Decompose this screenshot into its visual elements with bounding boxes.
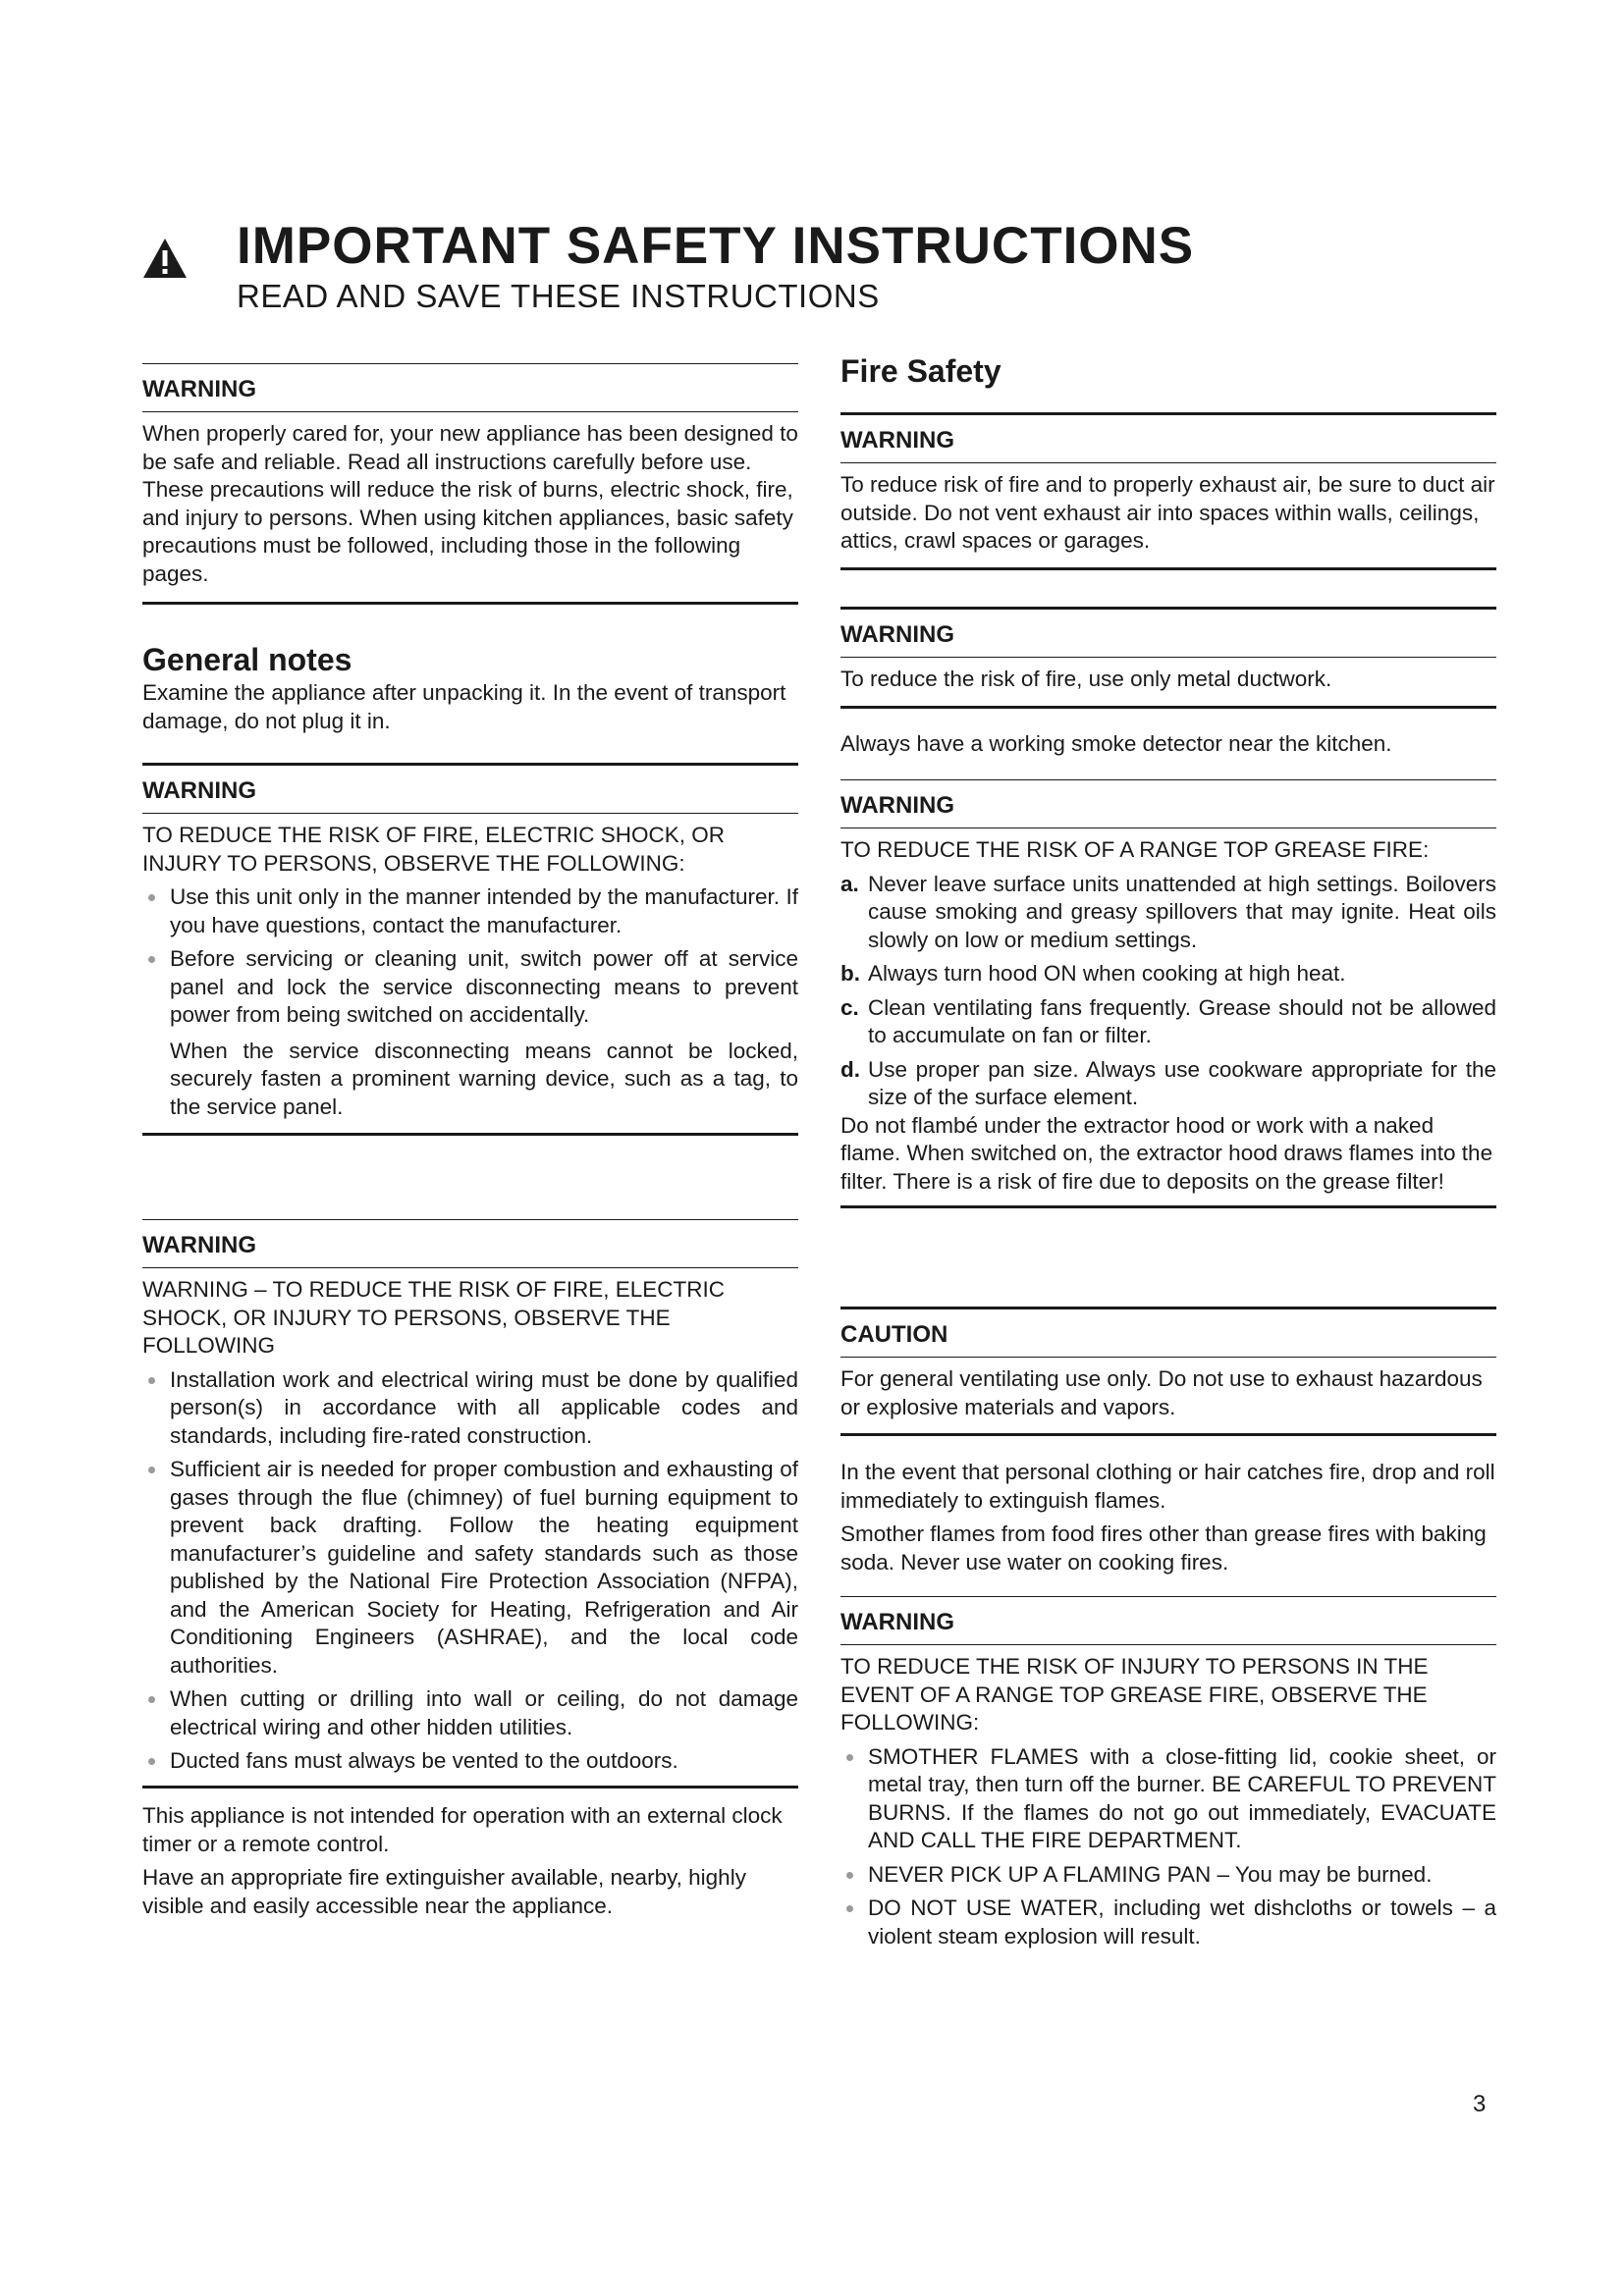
bullet-icon (148, 1377, 155, 1384)
warning-box (142, 1219, 798, 1789)
list-item: Ducted fans must always be vented to the outdoors. (142, 1747, 798, 1776)
list-item: d. Use proper pan size. Always use cookware appropriate for the size of the surface element. (840, 1056, 1496, 1109)
bullet-icon (148, 1758, 155, 1765)
list-item: Use this unit only in the manner intended by the manufacturer. If you have questions, contact the manufacturer. (142, 883, 798, 939)
list-item: Sufficient air is needed for proper combustion and exhausting of gases through the flue (chimney) of fuel burning equipment to prevent back drafting. Follow the heating equipment manufacturer’s guideline and safety standards such as those published by the National Fire Protection Association (NFPA), and the American Society for Heating, Refrigeration and Air Conditioning Engineers (ASHRAE), and the local code authorities. (142, 1456, 798, 1680)
list-item: Installation work and electrical wiring must be done by qualified person(s) in accordance with all applicable codes and standards, including fire-rated construction. (142, 1366, 798, 1451)
warning-intro: TO REDUCE THE RISK OF INJURY TO PERSONS IN THE EVENT OF A RANGE TOP GREASE FIRE, OBSERVE THE FOLLOWING: (840, 1654, 1429, 1735)
list-item: b. Always turn hood ON when cooking at high heat. (840, 961, 1346, 986)
lettered-list (840, 871, 1496, 1112)
list-item: Before servicing or cleaning unit, switch power off at service panel and lock the service disconnecting means to prevent power from being switched on accidentally. When the service disconnecting means cannot be locked, securely fasten a prominent warning device, such as a tag, to the service panel. (142, 945, 798, 1121)
section-title: Fire Safety (840, 353, 1001, 389)
footer-text: This appliance is not intended for operation with an external clock timer or a remote control. (142, 1803, 783, 1856)
page-title: IMPORTANT SAFETY INSTRUCTIONS (237, 217, 1195, 275)
caution-box (840, 1307, 1496, 1436)
fire-safety-heading (840, 351, 1496, 391)
bullet-icon (846, 1754, 853, 1761)
warning-box (840, 1596, 1496, 1950)
warning-label: WARNING (142, 1232, 256, 1258)
page-number: 3 (1473, 2091, 1487, 2117)
page-subtitle: READ AND SAVE THESE INSTRUCTIONS (237, 278, 880, 314)
bullet-icon (846, 1905, 853, 1912)
bullet-icon (148, 1467, 155, 1473)
warning-label: WARNING (840, 792, 954, 819)
bullet-list (840, 1743, 1496, 1951)
bullet-icon (148, 894, 155, 901)
bullet-icon (148, 1696, 155, 1703)
warning-text: To reduce risk of fire and to properly exhaust air, be sure to duct air outside. Do not vent exhaust air into spaces within walls, ceilings, attics, crawl spaces or garages. (840, 472, 1495, 553)
smoke-detector-note (840, 730, 1496, 759)
warning-outro: Do not flambé under the extractor hood or work with a naked flame. When switched on, the extractor hood draws flames into the filter. There is a risk of fire due to deposits on the grease filter! (840, 1112, 1493, 1194)
note-text: In the event that personal clothing or hair catches fire, drop and roll immediately to extinguish flames. (840, 1460, 1495, 1513)
warning-label: WARNING (840, 427, 954, 454)
warning-intro: TO REDUCE THE RISK OF A RANGE TOP GREASE FIRE: (840, 837, 1430, 862)
footer-notes (142, 1802, 798, 1920)
bullet-list (142, 1366, 798, 1776)
list-item: a. Never leave surface units unattended at high settings. Boilovers cause smoking and greasy spillovers that may ignite. Heat oils slowly on low or medium settings. (840, 871, 1496, 952)
caution-label: CAUTION (840, 1321, 948, 1348)
note-text: Always have a working smoke detector near the kitchen. (840, 731, 1392, 756)
warning-text: When properly cared for, your new appliance has been designed to be safe and reliable. Read all instructions carefully before use. These precautions will reduce the risk of burns, electric shock, fire, and injury to persons. When using kitchen appliances, basic safety precautions must be followed, including those in the following pages. (142, 421, 798, 586)
list-item: SMOTHER FLAMES with a close-fitting lid, cookie sheet, or metal tray, then turn off the burner. BE CAREFUL TO PREVENT BURNS. If the flames do not go out immediately, EVACUATE AND CALL THE FIRE DEPARTMENT. (840, 1743, 1496, 1855)
footer-text: Have an appropriate fire extinguisher available, nearby, highly visible and easily accessible near the appliance. (142, 1865, 746, 1918)
list-note: When the service disconnecting means cannot be locked, securely fasten a prominent warning device, such as a tag, to the service panel. (170, 1038, 798, 1119)
section-text: Examine the appliance after unpacking it. In the event of transport damage, do not plug it in. (142, 680, 786, 733)
warning-box (840, 412, 1496, 570)
bullet-icon (148, 956, 155, 963)
warning-intro: TO REDUCE THE RISK OF FIRE, ELECTRIC SHOCK, OR INJURY TO PERSONS, OBSERVE THE FOLLOWING: (142, 823, 725, 876)
warning-label: WARNING (142, 376, 256, 402)
list-item: DO NOT USE WATER, including wet dishcloths or towels – a violent steam explosion will result. (840, 1895, 1496, 1950)
section-title: General notes (142, 642, 352, 677)
warning-label: WARNING (840, 1609, 954, 1635)
list-item: c. Clean ventilating fans frequently. Grease should not be allowed to accumulate on fan or filter. (840, 994, 1496, 1047)
fire-response-notes (840, 1459, 1496, 1576)
warning-intro-box (142, 363, 798, 605)
warning-box (840, 607, 1496, 709)
warning-intro: WARNING – TO REDUCE THE RISK OF FIRE, ELECTRIC SHOCK, OR INJURY TO PERSONS, OBSERVE THE FOLLOWING (142, 1277, 725, 1358)
warning-label: WARNING (142, 777, 256, 804)
warning-label: WARNING (840, 621, 954, 648)
bullet-list (142, 883, 798, 1121)
list-item: NEVER PICK UP A FLAMING PAN – You may be burned. (840, 1861, 1496, 1890)
warning-box (840, 779, 1496, 1208)
warning-triangle-icon (142, 238, 188, 279)
list-item: When cutting or drilling into wall or ceiling, do not damage electrical wiring and other hidden utilities. (142, 1685, 798, 1741)
warning-text: To reduce the risk of fire, use only metal ductwork. (840, 667, 1332, 691)
warning-box (142, 763, 798, 1136)
bullet-icon (846, 1872, 853, 1879)
note-text: Smother flames from food fires other than grease fires with baking soda. Never use water on cooking fires. (840, 1522, 1487, 1575)
general-notes-section (142, 640, 798, 735)
caution-text: For general ventilating use only. Do not use to exhaust hazardous or explosive materials and vapors. (840, 1366, 1483, 1419)
